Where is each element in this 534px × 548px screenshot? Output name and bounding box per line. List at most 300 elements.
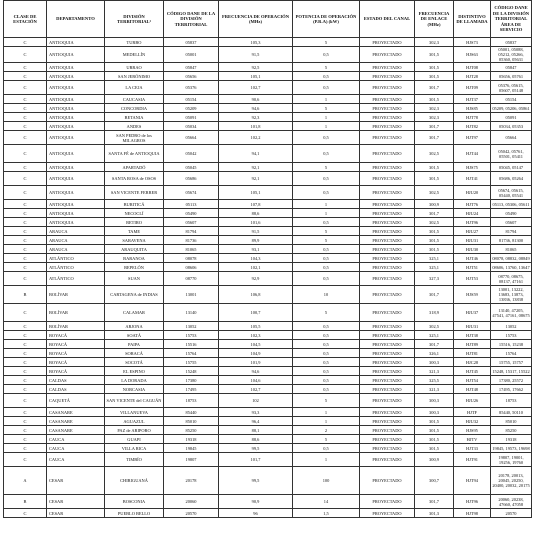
cell-department: ANTIOQUIA	[47, 163, 105, 172]
cell-territorial-division: BETANIA	[105, 113, 164, 122]
cell-call-sign: HJU26	[454, 394, 491, 408]
cell-link-frequency: 301,7	[415, 209, 454, 218]
cell-dane-code: 05001	[164, 47, 219, 63]
cell-dane-code: 05490	[164, 209, 219, 218]
cell-link-frequency: 302,3	[415, 113, 454, 122]
cell-station-class: C	[4, 227, 47, 236]
cell-operating-frequency: 96	[219, 509, 293, 518]
cell-operating-power: 1	[293, 95, 360, 104]
table-row	[4, 349, 532, 358]
table-row	[4, 385, 532, 394]
header-cell-link-frequency: FRECUENCIA DE ENLACE (MHz)	[415, 1, 454, 38]
table-row	[4, 495, 532, 509]
cell-station-class: C	[4, 453, 47, 467]
cell-station-class: C	[4, 367, 47, 376]
cell-service-area-codes: 15248, 15317, 15522	[492, 368, 530, 374]
cell-department: ANTIOQUIA	[47, 47, 105, 63]
cell-service-area-codes: 20178, 20013, 20045, 20250, 20400, 20032, 20175	[491, 467, 532, 495]
cell-service-area-codes: 20570	[491, 509, 532, 518]
cell-operating-power: 5	[293, 394, 360, 408]
table-row	[4, 394, 532, 408]
cell-channel-status: PROYECTADO	[360, 495, 415, 509]
cell-channel-status: PROYECTADO	[360, 163, 415, 172]
cell-link-frequency: 301,5	[415, 163, 454, 172]
cell-channel-status: PROYECTADO	[360, 63, 415, 72]
cell-operating-power: 0,5	[293, 358, 360, 367]
table-row	[4, 236, 532, 245]
table-row	[4, 453, 532, 467]
cell-service-area-codes: 08770, 08675, 08137, 47161	[491, 272, 532, 286]
cell-link-frequency: 301,5	[415, 47, 454, 63]
cell-operating-power: 5	[293, 304, 360, 322]
cell-channel-status: PROYECTADO	[360, 131, 415, 145]
cell-operating-frequency: 88,6	[219, 209, 293, 218]
cell-dane-code: 05664	[164, 131, 219, 145]
cell-dane-code: 85440	[164, 408, 219, 417]
cell-link-frequency: 301,7	[415, 122, 454, 131]
cell-link-frequency: 302,5	[415, 322, 454, 331]
cell-operating-frequency: 99,5	[219, 467, 293, 495]
table-row	[4, 444, 532, 453]
cell-territorial-division: TAME	[105, 227, 164, 236]
cell-call-sign: HJT82	[454, 122, 491, 131]
cell-service-area-codes: 05686, 05264	[491, 172, 532, 186]
cell-territorial-division: EL ESPINO	[105, 367, 164, 376]
cell-channel-status: PROYECTADO	[360, 95, 415, 104]
cell-operating-frequency: 94,6	[219, 367, 293, 376]
header-cell-operating-frequency: FRECUENCIA DE OPERACIÓN (MHz)	[219, 1, 293, 38]
cell-service-area-codes: 05154	[491, 95, 532, 104]
cell-operating-power: 1	[293, 113, 360, 122]
cell-department: ANTIOQUIA	[47, 172, 105, 186]
cell-link-frequency: 302,5	[415, 218, 454, 227]
table-row	[4, 227, 532, 236]
cell-department: ANTIOQUIA	[47, 81, 105, 95]
cell-service-area-codes: 05674, 05615, 05440, 05541	[491, 186, 532, 200]
cell-link-frequency: 301,3	[415, 509, 454, 518]
cell-operating-frequency: 104,3	[219, 254, 293, 263]
cell-dane-code: 81794	[164, 227, 219, 236]
cell-channel-status: PROYECTADO	[360, 263, 415, 272]
cell-territorial-division: SAN JERÓNIMO	[105, 72, 164, 81]
cell-operating-power: 0,5	[293, 272, 360, 286]
cell-territorial-division: REPELÓN	[105, 263, 164, 272]
cell-station-class: C	[4, 186, 47, 200]
cell-dane-code: 13001	[164, 286, 219, 304]
table-row	[4, 408, 532, 417]
cell-service-area-codes: 81736, 81300	[491, 236, 532, 245]
cell-operating-frequency: 101,9	[219, 358, 293, 367]
cell-station-class: C	[4, 376, 47, 385]
cell-call-sign: HJU37	[454, 304, 491, 322]
cell-service-area-codes: 08606, 13760, 13647	[492, 264, 530, 270]
cell-call-sign: HJT96	[454, 218, 491, 227]
cell-operating-power: 1	[293, 122, 360, 131]
cell-station-class: C	[4, 509, 47, 518]
cell-service-area-codes: 05001, 05088, 05212, 05266, 05360, 05631	[491, 47, 532, 63]
cell-operating-frequency: 92,3	[219, 113, 293, 122]
cell-department: CALDAS	[47, 385, 105, 394]
cell-station-class: C	[4, 81, 47, 95]
cell-service-area-codes: 05656, 05761	[491, 72, 532, 81]
cell-station-class: C	[4, 358, 47, 367]
cell-operating-power: 1,5	[293, 509, 360, 518]
cell-territorial-division: GUAPI	[105, 435, 164, 444]
cell-dane-code: 18753	[164, 394, 219, 408]
cell-operating-frequency: 92,5	[219, 63, 293, 72]
cell-service-area-codes: 05042, 05761, 05501, 05411	[491, 145, 532, 163]
cell-territorial-division: SANTA FÉ de ANTIOQUIA	[105, 145, 164, 163]
cell-call-sign: HJT81	[454, 349, 491, 358]
cell-station-class: C	[4, 408, 47, 417]
cell-territorial-division: NECOCLÍ	[105, 209, 164, 218]
cell-dane-code: 15248	[164, 367, 219, 376]
cell-link-frequency: 302,5	[415, 186, 454, 200]
cell-station-class: C	[4, 444, 47, 453]
cell-territorial-division: AGUAZUL	[105, 417, 164, 426]
cell-service-area-codes: 81065	[491, 245, 532, 254]
cell-operating-frequency: 90,9	[219, 495, 293, 509]
table-row	[4, 467, 532, 495]
cell-call-sign: HJT54	[454, 376, 491, 385]
cell-dane-code: 05674	[164, 186, 219, 200]
cell-channel-status: PROYECTADO	[360, 340, 415, 349]
cell-operating-power: 1	[293, 209, 360, 218]
cell-department: BOYACÁ	[47, 331, 105, 340]
cell-station-class: C	[4, 322, 47, 331]
cell-channel-status: PROYECTADO	[360, 408, 415, 417]
cell-channel-status: PROYECTADO	[360, 218, 415, 227]
cell-link-frequency: 302,3	[415, 104, 454, 113]
cell-dane-code: 81065	[164, 245, 219, 254]
cell-link-frequency: 302,3	[415, 38, 454, 47]
cell-call-sign: HJT48	[454, 385, 491, 394]
cell-station-class: C	[4, 72, 47, 81]
cell-territorial-division: SUAN	[105, 272, 164, 286]
cell-station-class: C	[4, 349, 47, 358]
cell-dane-code: 05154	[164, 95, 219, 104]
cell-operating-power: 0,5	[293, 218, 360, 227]
cell-channel-status: PROYECTADO	[360, 272, 415, 286]
cell-operating-frequency: 90,6	[219, 95, 293, 104]
cell-operating-frequency: 102,3	[219, 331, 293, 340]
cell-dane-code: 05376	[164, 81, 219, 95]
header-cell-operating-power: POTENCIA DE OPERACIÓN (P.R.A) (kW)	[293, 1, 360, 38]
cell-department: ANTIOQUIA	[47, 38, 105, 47]
cell-operating-power: 0,5	[293, 72, 360, 81]
cell-service-area-codes: 08078, 08832, 08849	[492, 255, 530, 261]
cell-operating-power: 0,5	[293, 245, 360, 254]
cell-dane-code: 05045	[164, 163, 219, 172]
cell-department: ANTIOQUIA	[47, 113, 105, 122]
cell-channel-status: PROYECTADO	[360, 376, 415, 385]
cell-call-sign: HJT76	[454, 200, 491, 209]
cell-dane-code: 08078	[164, 254, 219, 263]
cell-operating-power: 0,5	[293, 254, 360, 263]
cell-dane-code: 05113	[164, 200, 219, 209]
cell-station-class: B	[4, 286, 47, 304]
cell-territorial-division: PAZ de ARIPORO	[105, 426, 164, 435]
table-row	[4, 509, 532, 518]
cell-dane-code: 15753	[164, 331, 219, 340]
cell-operating-frequency: 89,9	[219, 236, 293, 245]
cell-link-frequency: 300,9	[415, 453, 454, 467]
cell-station-class: C	[4, 385, 47, 394]
cell-station-class: C	[4, 47, 47, 63]
cell-link-frequency: 301,5	[415, 245, 454, 254]
cell-station-class: C	[4, 172, 47, 186]
cell-link-frequency: 325,1	[415, 331, 454, 340]
table-row	[4, 122, 532, 131]
cell-service-area-codes: 15764	[491, 349, 532, 358]
cell-operating-frequency: 100,7	[219, 304, 293, 322]
cell-operating-frequency: 104,6	[219, 376, 293, 385]
cell-service-area-codes: 15516, 15238	[491, 340, 532, 349]
cell-territorial-division: TIMBÍO	[105, 453, 164, 467]
cell-department: BOYACÁ	[47, 349, 105, 358]
cell-call-sign: HJU20	[454, 186, 491, 200]
cell-operating-frequency: 106,8	[219, 286, 293, 304]
cell-station-class: B	[4, 495, 47, 509]
cell-call-sign: HJT53	[454, 272, 491, 286]
cell-call-sign: HJT38	[454, 331, 491, 340]
cell-link-frequency: 302,5	[415, 145, 454, 163]
cell-station-class: C	[4, 218, 47, 227]
cell-operating-power: 5	[293, 236, 360, 245]
cell-department: CASANARE	[47, 408, 105, 417]
table-row	[4, 435, 532, 444]
table-row	[4, 72, 532, 81]
cell-service-area-codes: 19807, 19001, 19256, 19760	[491, 453, 532, 467]
cell-channel-status: PROYECTADO	[360, 200, 415, 209]
cell-operating-power: 0,5	[293, 263, 360, 272]
cell-territorial-division: BARANOA	[105, 254, 164, 263]
cell-station-class: C	[4, 145, 47, 163]
cell-operating-power: 0,5	[293, 47, 360, 63]
cell-dane-code: 05607	[164, 218, 219, 227]
cell-channel-status: PROYECTADO	[360, 72, 415, 81]
cell-operating-power: 5	[293, 435, 360, 444]
cell-link-frequency: 325,5	[415, 376, 454, 385]
cell-call-sign: HJS73	[454, 38, 491, 47]
cell-station-class: C	[4, 435, 47, 444]
cell-dane-code: 81736	[164, 236, 219, 245]
cell-channel-status: PROYECTADO	[360, 435, 415, 444]
cell-operating-frequency: 102	[219, 394, 293, 408]
cell-department: ANTIOQUIA	[47, 145, 105, 163]
cell-call-sign: HJT45	[454, 367, 491, 376]
cell-department: ANTIOQUIA	[47, 63, 105, 72]
cell-territorial-division: SARAVENA	[105, 236, 164, 245]
cell-operating-frequency: 102,7	[219, 81, 293, 95]
cell-service-area-codes: 13001, 13222, 13683, 13873, 13836, 13838	[491, 286, 532, 304]
cell-operating-power: 0,5	[293, 322, 360, 331]
cell-department: CESAR	[47, 509, 105, 518]
cell-operating-power: 0,5	[293, 172, 360, 186]
cell-call-sign: HJT91	[454, 453, 491, 467]
cell-channel-status: PROYECTADO	[360, 172, 415, 186]
table-row	[4, 104, 532, 113]
cell-territorial-division: SOATÁ	[105, 331, 164, 340]
cell-territorial-division: CALAMAR	[105, 304, 164, 322]
cell-call-sign: HJT98	[454, 509, 491, 518]
cell-territorial-division: MEDELLÍN	[105, 47, 164, 63]
cell-call-sign: HJC28	[454, 358, 491, 367]
cell-channel-status: PROYECTADO	[360, 286, 415, 304]
cell-dane-code: 08770	[164, 272, 219, 286]
cell-operating-power: 0,5	[293, 385, 360, 394]
cell-department: ANTIOQUIA	[47, 95, 105, 104]
table-row	[4, 163, 532, 172]
cell-call-sign: HJT08	[454, 63, 491, 72]
cell-department: ARAUCA	[47, 245, 105, 254]
cell-link-frequency: 301,5	[415, 63, 454, 72]
cell-call-sign: HJU31	[454, 236, 491, 245]
cell-channel-status: PROYECTADO	[360, 331, 415, 340]
cell-service-area-codes: 19845, 19573, 19698	[492, 445, 530, 451]
cell-dane-code: 15755	[164, 358, 219, 367]
cell-operating-power: 1	[293, 417, 360, 426]
cell-dane-code: 05847	[164, 63, 219, 72]
cell-operating-power: 100	[293, 467, 360, 495]
cell-territorial-division: PUEBLO BELLO	[105, 509, 164, 518]
cell-service-area-codes: 05034, 05353	[491, 122, 532, 131]
cell-territorial-division: BURITICÁ	[105, 200, 164, 209]
cell-territorial-division: CAUCASIA	[105, 95, 164, 104]
cell-operating-frequency: 101,6	[219, 218, 293, 227]
cell-department: ARAUCA	[47, 227, 105, 236]
cell-channel-status: PROYECTADO	[360, 113, 415, 122]
cell-operating-frequency: 101,8	[219, 122, 293, 131]
cell-dane-code: 15516	[164, 340, 219, 349]
cell-call-sign: HJT33	[454, 444, 491, 453]
header-row	[4, 1, 532, 38]
cell-department: ANTIOQUIA	[47, 186, 105, 200]
cell-department: CAQUETÁ	[47, 394, 105, 408]
cell-dane-code: 20570	[164, 509, 219, 518]
cell-department: BOYACÁ	[47, 340, 105, 349]
cell-link-frequency: 301,5	[415, 417, 454, 426]
cell-call-sign: HJT97	[454, 131, 491, 145]
cell-territorial-division: ARAUQUITA	[105, 245, 164, 254]
table-row	[4, 113, 532, 122]
cell-call-sign: HJU31	[454, 322, 491, 331]
cell-station-class: C	[4, 209, 47, 218]
cell-call-sign: HJS63	[454, 47, 491, 63]
cell-station-class: C	[4, 254, 47, 263]
cell-operating-power: 10	[293, 286, 360, 304]
cell-department: ATLÁNTICO	[47, 263, 105, 272]
cell-link-frequency: 301,5	[415, 426, 454, 435]
cell-call-sign: HJT46	[454, 254, 491, 263]
cell-call-sign: HJT09	[454, 81, 491, 95]
cell-dane-code: 05837	[164, 38, 219, 47]
cell-department: CESAR	[47, 467, 105, 495]
cell-station-class: C	[4, 340, 47, 349]
cell-call-sign: HJT44	[454, 145, 491, 163]
cell-dane-code: 19807	[164, 453, 219, 467]
cell-channel-status: PROYECTADO	[360, 509, 415, 518]
cell-department: BOYACÁ	[47, 367, 105, 376]
cell-station-class: C	[4, 417, 47, 426]
table-row	[4, 254, 532, 263]
cell-channel-status: PROYECTADO	[360, 254, 415, 263]
table-row	[4, 209, 532, 218]
cell-operating-power: 1	[293, 408, 360, 417]
cell-channel-status: PROYECTADO	[360, 104, 415, 113]
cell-call-sign: HJT37	[454, 95, 491, 104]
cell-territorial-division: CARTAGENA de INDIAS	[105, 286, 164, 304]
cell-call-sign: HJU30	[454, 245, 491, 254]
cell-operating-power: 5	[293, 163, 360, 172]
cell-service-area-codes: 15755, 15757	[491, 358, 532, 367]
cell-link-frequency: 300,7	[415, 467, 454, 495]
cell-channel-status: PROYECTADO	[360, 145, 415, 163]
cell-link-frequency: 301,7	[415, 131, 454, 145]
cell-call-sign: HJS59	[454, 286, 491, 304]
cell-operating-power: 0,5	[293, 186, 360, 200]
cell-link-frequency: 301,5	[415, 95, 454, 104]
cell-call-sign: HJTV	[454, 435, 491, 444]
cell-dane-code: 17380	[164, 376, 219, 385]
cell-operating-frequency: 102,7	[219, 385, 293, 394]
cell-operating-frequency: 105,3	[219, 38, 293, 47]
cell-department: CESAR	[47, 495, 105, 509]
cell-operating-power: 1	[293, 200, 360, 209]
cell-operating-power: 0,5	[293, 349, 360, 358]
header-cell-call-sign: DISTINTIVO DE LLAMADA	[454, 1, 491, 38]
cell-service-area-codes: 13140, 47205, 47541, 47161, 08675	[491, 304, 532, 322]
cell-operating-frequency: 94,6	[219, 104, 293, 113]
cell-dane-code: 13140	[164, 304, 219, 322]
cell-service-area-codes: 05847	[491, 63, 532, 72]
cell-department: CAUCA	[47, 453, 105, 467]
cell-link-frequency: 301,7	[415, 495, 454, 509]
table-header	[4, 1, 532, 38]
table-body	[4, 38, 532, 518]
cell-operating-frequency: 96,4	[219, 417, 293, 426]
cell-station-class: C	[4, 272, 47, 286]
table-row	[4, 417, 532, 426]
cell-service-area-codes: 15753	[491, 331, 532, 340]
cell-service-area-codes: 05113, 05306, 05611	[492, 201, 530, 207]
cell-link-frequency: 301,7	[415, 81, 454, 95]
cell-dane-code: 13052	[164, 322, 219, 331]
table-row	[4, 272, 532, 286]
cell-territorial-division: CONCORDIA	[105, 104, 164, 113]
cell-territorial-division: VILLANUEVA	[105, 408, 164, 417]
cell-channel-status: PROYECTADO	[360, 349, 415, 358]
cell-service-area-codes: 85440, 50110	[491, 408, 532, 417]
cell-service-area-codes: 05607	[491, 218, 532, 227]
cell-link-frequency: 326,1	[415, 349, 454, 358]
cell-channel-status: PROYECTADO	[360, 47, 415, 63]
header-cell-service-area-codes: CÓDIGO DANE DE LA DIVISIÓN TERRITORIAL ÁREA DE SERVICIO	[491, 1, 532, 38]
cell-operating-frequency: 101,7	[219, 453, 293, 467]
cell-station-class: C	[4, 331, 47, 340]
cell-territorial-division: LA CEJA	[105, 81, 164, 95]
cell-operating-power: 0,5	[293, 367, 360, 376]
cell-link-frequency: 321,3	[415, 385, 454, 394]
cell-dane-code: 05042	[164, 145, 219, 163]
cell-channel-status: PROYECTADO	[360, 209, 415, 218]
cell-station-class: C	[4, 263, 47, 272]
cell-operating-power: 0,5	[293, 131, 360, 145]
cell-station-class: C	[4, 113, 47, 122]
cell-dane-code: 05686	[164, 172, 219, 186]
cell-operating-power: 14	[293, 495, 360, 509]
cell-territorial-division: SAN PEDRO de los MILAGROS	[105, 131, 164, 145]
